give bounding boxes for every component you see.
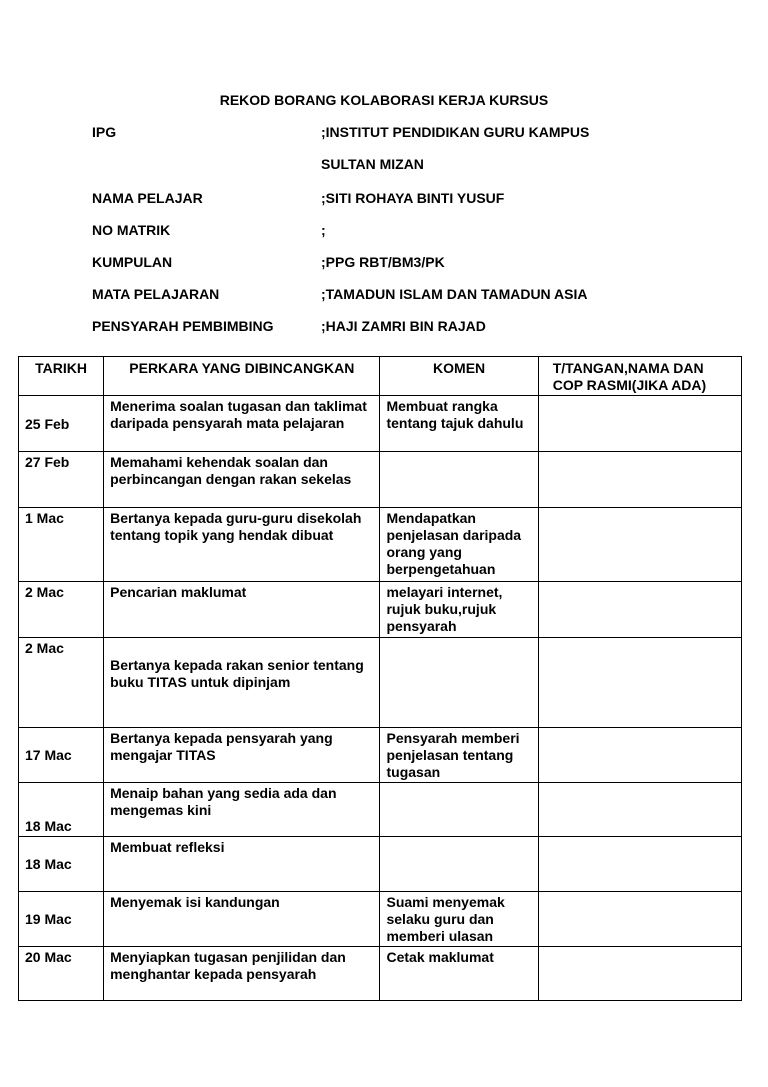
info-row-no-matrik	[92, 222, 692, 254]
row-signature	[538, 728, 741, 783]
row-comment: Pensyarah memberi penjelasan tentang tugasan	[380, 728, 538, 783]
row-matter: Menyiapkan tugasan penjilidan dan menghantar kepada pensyarah	[104, 947, 380, 1001]
header-tandatangan: T/TANGAN,NAMA DAN COP RASMI(JIKA ADA)	[538, 357, 741, 396]
row-date: 18 Mac	[19, 837, 104, 892]
student-info	[92, 124, 692, 350]
info-label: NO MATRIK	[92, 222, 171, 238]
row-comment	[380, 837, 538, 892]
info-row-mata-pelajaran	[92, 286, 692, 318]
row-signature	[538, 837, 741, 892]
info-label: NAMA PELAJAR	[92, 190, 203, 206]
row-signature	[538, 396, 741, 452]
row-comment: Cetak maklumat	[380, 947, 538, 1001]
row-date: 20 Mac	[19, 947, 104, 1001]
row-matter-cell	[104, 638, 380, 728]
row-matter: Memahami kehendak soalan dan perbincangan dengan rakan sekelas	[104, 452, 380, 508]
row-matter: Menaip bahan yang sedia ada dan mengemas kini	[104, 783, 380, 837]
row-matter: Menerima soalan tugasan dan taklimat daripada pensyarah mata pelajaran	[104, 396, 380, 452]
row-comment	[380, 783, 538, 837]
info-value: ;TAMADUN ISLAM DAN TAMADUN ASIA	[321, 286, 588, 302]
table-row	[19, 783, 742, 837]
row-date: 25 Feb	[19, 396, 104, 452]
row-date: 2 Mac	[19, 638, 104, 728]
table-row	[19, 582, 742, 638]
info-row-nama-pelajar	[92, 190, 692, 222]
info-value: ;SITI ROHAYA BINTI YUSUF	[321, 190, 505, 206]
info-row-pensyarah-pembimbing	[92, 318, 692, 350]
row-comment: melayari internet, rujuk buku,rujuk pensyarah	[380, 582, 538, 638]
row-signature	[538, 582, 741, 638]
row-matter: Pencarian maklumat	[104, 582, 380, 638]
header-komen: KOMEN	[380, 357, 538, 396]
row-signature	[538, 783, 741, 837]
info-label: MATA PELAJARAN	[92, 286, 220, 302]
table-row	[19, 947, 742, 1001]
row-matter: Bertanya kepada rakan senior tentang buku TITAS untuk dipinjam	[110, 657, 364, 690]
info-value: ;	[321, 222, 326, 238]
row-date: 18 Mac	[19, 783, 104, 837]
info-row-ipg-continued	[92, 156, 692, 190]
info-label: KUMPULAN	[92, 254, 173, 270]
row-matter: Membuat refleksi	[104, 837, 380, 892]
table-row	[19, 728, 742, 783]
row-comment: Suami menyemak selaku guru dan memberi ulasan	[380, 892, 538, 947]
row-signature	[538, 452, 741, 508]
document-title: REKOD BORANG KOLABORASI KERJA KURSUS	[219, 92, 549, 108]
row-date: 19 Mac	[19, 892, 104, 947]
row-signature	[538, 892, 741, 947]
info-value: ;PPG RBT/BM3/PK	[321, 254, 445, 270]
table-row	[19, 396, 742, 452]
header-perkara: PERKARA YANG DIBINCANGKAN	[104, 357, 380, 396]
row-signature	[538, 947, 741, 1001]
table-row	[19, 452, 742, 508]
row-matter: Bertanya kepada pensyarah yang mengajar TITAS	[104, 728, 380, 783]
table-row	[19, 892, 742, 947]
table-row	[19, 837, 742, 892]
collaboration-record-table	[18, 356, 742, 1001]
header-tarikh: TARIKH	[19, 357, 104, 396]
row-comment: Membuat rangka tentang tajuk dahulu	[380, 396, 538, 452]
row-matter: Menyemak isi kandungan	[104, 892, 380, 947]
row-date: 1 Mac	[19, 508, 104, 582]
row-date: 17 Mac	[19, 728, 104, 783]
info-value: SULTAN MIZAN	[321, 156, 424, 172]
row-date: 27 Feb	[19, 452, 104, 508]
info-row-ipg	[92, 124, 692, 156]
info-label: IPG	[92, 124, 117, 140]
info-row-kumpulan	[92, 254, 692, 286]
row-comment	[380, 452, 538, 508]
row-date: 2 Mac	[19, 582, 104, 638]
info-label: PENSYARAH PEMBIMBING	[92, 318, 274, 334]
row-signature	[538, 638, 741, 728]
row-matter: Bertanya kepada guru-guru disekolah tentang topik yang hendak dibuat	[104, 508, 380, 582]
table-header-row	[19, 357, 742, 396]
table-row	[19, 638, 742, 728]
row-comment	[380, 638, 538, 728]
info-value: ;HAJI ZAMRI BIN RAJAD	[321, 318, 486, 334]
table-row	[19, 508, 742, 582]
row-comment: Mendapatkan penjelasan daripada orang yang berpengetahuan	[380, 508, 538, 582]
info-value: ;INSTITUT PENDIDIKAN GURU KAMPUS	[321, 124, 590, 140]
row-signature	[538, 508, 741, 582]
